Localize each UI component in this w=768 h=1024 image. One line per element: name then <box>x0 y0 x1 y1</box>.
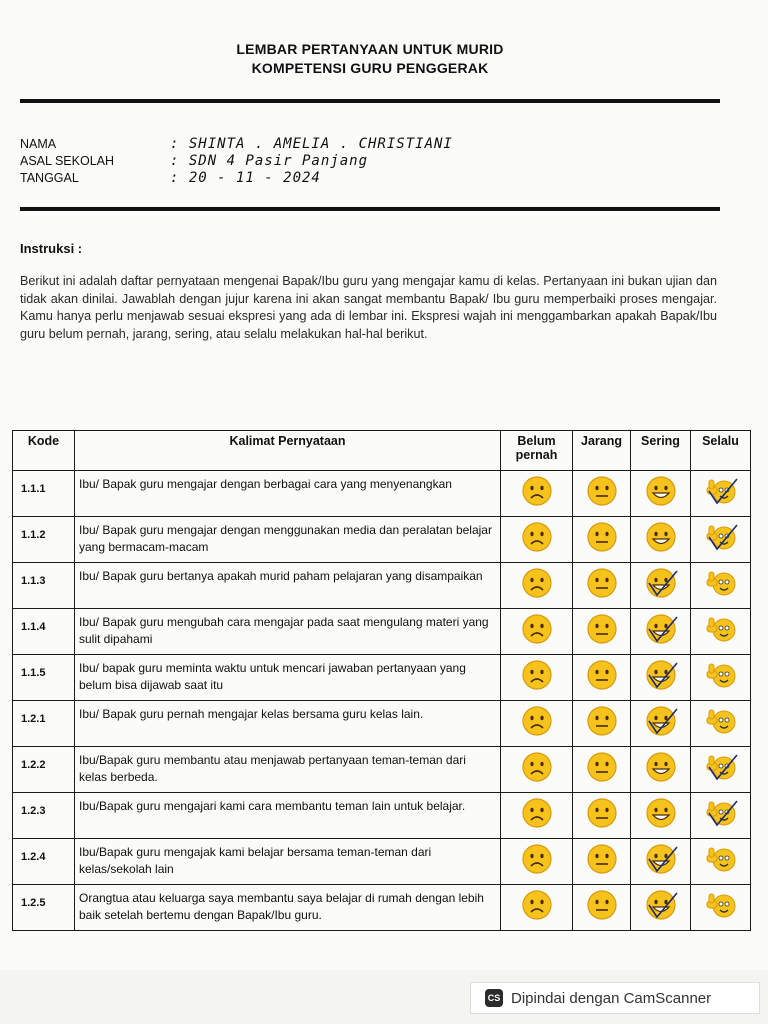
row-statement: Ibu/ Bapak guru bertanya apakah murid paham pelajaran yang disampaikan <box>75 563 501 609</box>
neutral-face-icon[interactable] <box>584 795 620 831</box>
rating-cell-jarang[interactable] <box>573 839 631 885</box>
row-code: 1.1.2 <box>13 517 75 563</box>
table-row <box>13 609 751 655</box>
rating-cell-belum-pernah[interactable] <box>501 885 573 931</box>
sad-face-icon[interactable] <box>519 703 555 739</box>
rating-cell-sering[interactable] <box>631 609 691 655</box>
table-row <box>13 701 751 747</box>
sad-face-icon[interactable] <box>519 795 555 831</box>
row-statement: Ibu/ Bapak guru mengajar dengan menggunakan media dan peralatan belajar yang bermacam-macam <box>75 517 501 563</box>
rating-cell-jarang[interactable] <box>573 517 631 563</box>
header-statement: Kalimat Pernyataan <box>75 431 501 471</box>
rating-cell-belum-pernah[interactable] <box>501 701 573 747</box>
thumbs-up-face-icon[interactable] <box>703 611 739 647</box>
table-row <box>13 517 751 563</box>
document-title <box>0 40 740 78</box>
sad-face-icon[interactable] <box>519 887 555 923</box>
row-code: 1.2.1 <box>13 701 75 747</box>
thumbs-up-face-icon[interactable] <box>703 795 739 831</box>
neutral-face-icon[interactable] <box>584 473 620 509</box>
neutral-face-icon[interactable] <box>584 841 620 877</box>
table-row <box>13 793 751 839</box>
row-code: 1.2.5 <box>13 885 75 931</box>
sad-face-icon[interactable] <box>519 611 555 647</box>
rating-cell-selalu[interactable] <box>691 609 751 655</box>
row-statement: Ibu/Bapak guru mengajari kami cara membantu teman lain untuk belajar. <box>75 793 501 839</box>
neutral-face-icon[interactable] <box>584 565 620 601</box>
rating-cell-selalu[interactable] <box>691 747 751 793</box>
row-code: 1.2.4 <box>13 839 75 885</box>
rating-cell-sering[interactable] <box>631 655 691 701</box>
table-row <box>13 885 751 931</box>
rating-cell-selalu[interactable] <box>691 885 751 931</box>
rating-cell-sering[interactable] <box>631 793 691 839</box>
row-code: 1.1.1 <box>13 471 75 517</box>
header-sering: Sering <box>631 431 691 471</box>
school-value: : SDN 4 Pasir Panjang <box>170 153 369 169</box>
row-code: 1.1.3 <box>13 563 75 609</box>
rating-cell-selalu[interactable] <box>691 563 751 609</box>
rating-cell-jarang[interactable] <box>573 793 631 839</box>
table-row <box>13 839 751 885</box>
thumbs-up-face-icon[interactable] <box>703 703 739 739</box>
rating-cell-sering[interactable] <box>631 885 691 931</box>
top-divider <box>20 99 720 103</box>
camscanner-watermark <box>470 982 760 1014</box>
sad-face-icon[interactable] <box>519 841 555 877</box>
row-statement: Ibu/Bapak guru membantu atau menjawab pertanyaan teman-teman dari kelas berbeda. <box>75 747 501 793</box>
neutral-face-icon[interactable] <box>584 749 620 785</box>
rating-cell-sering[interactable] <box>631 517 691 563</box>
row-code: 1.1.4 <box>13 609 75 655</box>
rating-cell-selalu[interactable] <box>691 701 751 747</box>
title-line-2: KOMPETENSI GURU PENGGERAK <box>251 60 489 76</box>
identity-block <box>20 136 453 187</box>
thumbs-up-face-icon[interactable] <box>703 473 739 509</box>
header-jarang: Jarang <box>573 431 631 471</box>
header-selalu: Selalu <box>691 431 751 471</box>
school-label: ASAL SEKOLAH <box>20 154 115 168</box>
table-row <box>13 471 751 517</box>
sad-face-icon[interactable] <box>519 519 555 555</box>
rating-cell-selalu[interactable] <box>691 655 751 701</box>
header-kode: Kode <box>13 431 75 471</box>
rating-cell-sering[interactable] <box>631 839 691 885</box>
rating-cell-belum-pernah[interactable] <box>501 839 573 885</box>
rating-cell-jarang[interactable] <box>573 609 631 655</box>
smiling-face-icon[interactable] <box>643 611 679 647</box>
smiling-face-icon[interactable] <box>643 565 679 601</box>
table-row <box>13 655 751 701</box>
smiling-face-icon[interactable] <box>643 887 679 923</box>
rating-cell-jarang[interactable] <box>573 747 631 793</box>
rating-cell-jarang[interactable] <box>573 655 631 701</box>
instructions-title: Instruksi : <box>20 241 83 256</box>
row-statement: Ibu/ Bapak guru mengajar dengan berbagai cara yang menyenangkan <box>75 471 501 517</box>
rating-cell-belum-pernah[interactable] <box>501 793 573 839</box>
row-statement: Ibu/ bapak guru meminta waktu untuk mencari jawaban pertanyaan yang belum bisa dijawab saat itu <box>75 655 501 701</box>
bottom-divider <box>20 207 720 211</box>
smiling-face-icon[interactable] <box>643 703 679 739</box>
thumbs-up-face-icon[interactable] <box>703 519 739 555</box>
smiling-face-icon[interactable] <box>643 841 679 877</box>
table-row <box>13 563 751 609</box>
thumbs-up-face-icon[interactable] <box>703 749 739 785</box>
thumbs-up-face-icon[interactable] <box>703 565 739 601</box>
name-value: : SHINTA . AMELIA . CHRISTIANI <box>170 136 453 152</box>
instructions-body: Berikut ini adalah daftar pernyataan mengenai Bapak/Ibu guru yang mengajar kamu di kelas. Pertanyaan ini bukan ujian dan tidak akan dinilai. Jawablah dengan jujur karena ini akan sangat membantu Bapak/ Ibu guru memperbaiki proses mengajar. Kamu hanya perlu menjawab sesuai ekspresi yang ada di lembar ini. Ekspresi wajah ini menggambarkan apakah Bapak/Ibu guru belum pernah, jarang, sering, atau selalu melakukan hal-hal berikut. <box>20 274 717 341</box>
smiling-face-icon[interactable] <box>643 473 679 509</box>
rating-cell-belum-pernah[interactable] <box>501 563 573 609</box>
header-belum-pernah: Belum pernah <box>501 431 573 471</box>
rating-cell-belum-pernah[interactable] <box>501 517 573 563</box>
thumbs-up-face-icon[interactable] <box>703 887 739 923</box>
neutral-face-icon[interactable] <box>584 703 620 739</box>
sad-face-icon[interactable] <box>519 565 555 601</box>
rating-cell-selalu[interactable] <box>691 793 751 839</box>
neutral-face-icon[interactable] <box>584 657 620 693</box>
rating-cell-jarang[interactable] <box>573 701 631 747</box>
row-code: 1.2.2 <box>13 747 75 793</box>
title-line-1: LEMBAR PERTANYAAN UNTUK MURID <box>236 41 504 57</box>
row-statement: Orangtua atau keluarga saya membantu saya belajar di rumah dengan lebih baik setelah bertemu dengan Bapak/Ibu guru. <box>75 885 501 931</box>
rating-cell-sering[interactable] <box>631 563 691 609</box>
table-header-row <box>13 431 751 471</box>
rating-cell-belum-pernah[interactable] <box>501 471 573 517</box>
questionnaire-table <box>12 430 751 931</box>
row-code: 1.1.5 <box>13 655 75 701</box>
rating-cell-selalu[interactable] <box>691 471 751 517</box>
smiling-face-icon[interactable] <box>643 795 679 831</box>
rating-cell-belum-pernah[interactable] <box>501 609 573 655</box>
name-label: NAMA <box>20 137 57 151</box>
date-label: TANGGAL <box>20 171 79 185</box>
neutral-face-icon[interactable] <box>584 887 620 923</box>
row-code: 1.2.3 <box>13 793 75 839</box>
sad-face-icon[interactable] <box>519 657 555 693</box>
date-value: : 20 - 11 - 2024 <box>170 170 321 186</box>
rating-cell-sering[interactable] <box>631 471 691 517</box>
rating-cell-jarang[interactable] <box>573 471 631 517</box>
sad-face-icon[interactable] <box>519 749 555 785</box>
rating-cell-selalu[interactable] <box>691 839 751 885</box>
camscanner-logo-icon: CS <box>485 989 503 1007</box>
sad-face-icon[interactable] <box>519 473 555 509</box>
row-statement: Ibu/ Bapak guru pernah mengajar kelas bersama guru kelas lain. <box>75 701 501 747</box>
row-statement: Ibu/ Bapak guru mengubah cara mengajar pada saat mengulang materi yang sulit dipahami <box>75 609 501 655</box>
thumbs-up-face-icon[interactable] <box>703 841 739 877</box>
rating-cell-jarang[interactable] <box>573 885 631 931</box>
neutral-face-icon[interactable] <box>584 611 620 647</box>
table-row <box>13 747 751 793</box>
rating-cell-belum-pernah[interactable] <box>501 655 573 701</box>
smiling-face-icon[interactable] <box>643 657 679 693</box>
rating-cell-sering[interactable] <box>631 747 691 793</box>
neutral-face-icon[interactable] <box>584 519 620 555</box>
smiling-face-icon[interactable] <box>643 519 679 555</box>
camscanner-text: Dipindai dengan CamScanner <box>511 989 712 1007</box>
smiling-face-icon[interactable] <box>643 749 679 785</box>
thumbs-up-face-icon[interactable] <box>703 657 739 693</box>
rating-cell-jarang[interactable] <box>573 563 631 609</box>
rating-cell-selalu[interactable] <box>691 517 751 563</box>
row-statement: Ibu/Bapak guru mengajak kami belajar bersama teman-teman dari kelas/sekolah lain <box>75 839 501 885</box>
rating-cell-belum-pernah[interactable] <box>501 747 573 793</box>
rating-cell-sering[interactable] <box>631 701 691 747</box>
